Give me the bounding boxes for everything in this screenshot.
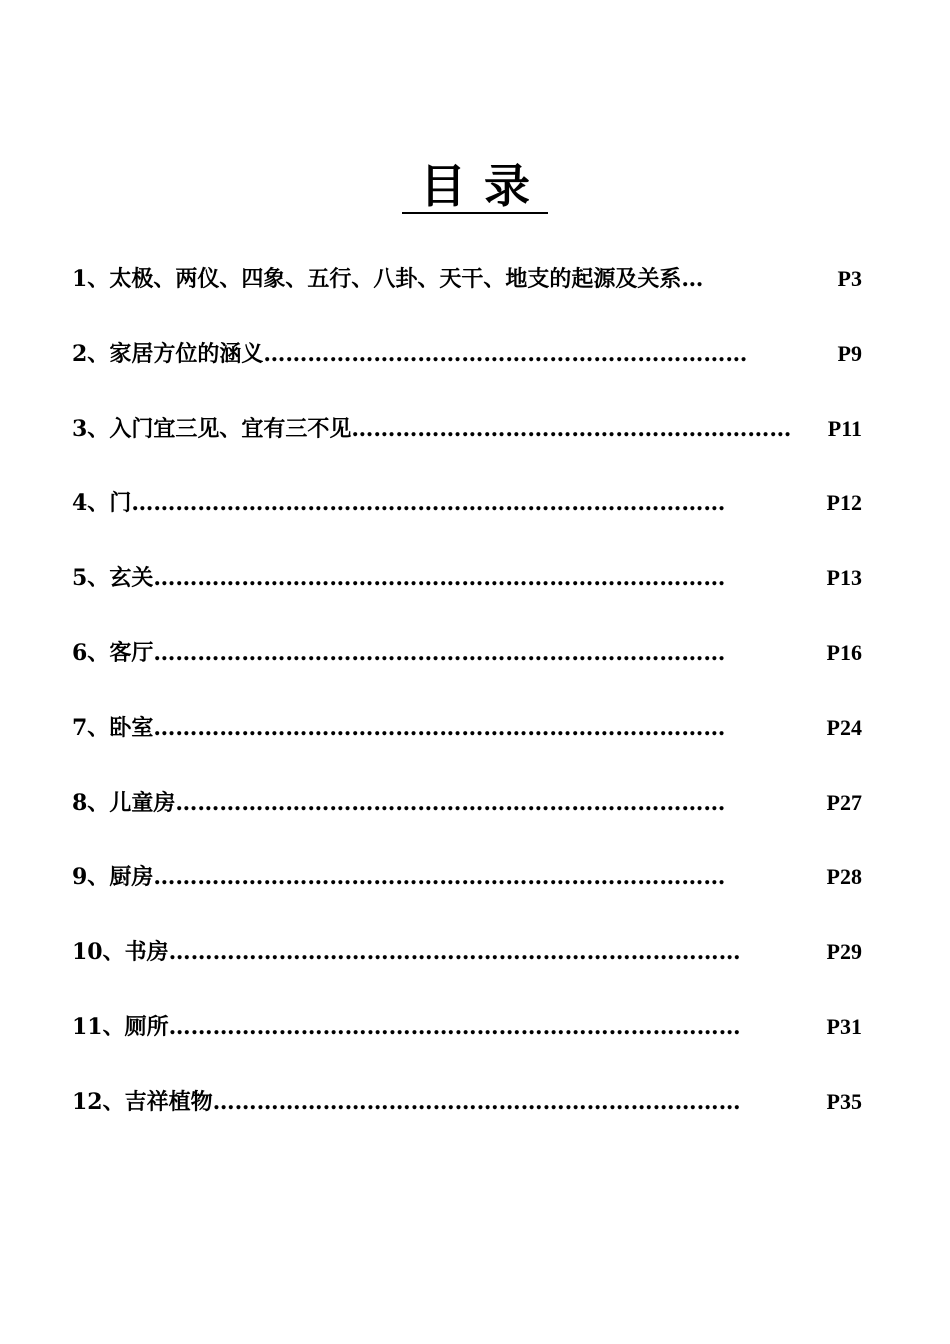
toc-entry-7[interactable] — [72, 711, 862, 786]
toc-entry-label: 儿童房 — [109, 789, 176, 816]
toc-entry-page: P28 — [826, 864, 862, 890]
toc-entry-10[interactable] — [72, 935, 862, 1010]
toc-entry-label: 家居方位的涵义 — [109, 340, 264, 367]
toc-entry-label: 卧室 — [109, 714, 154, 741]
toc-entry-label: 厨房 — [109, 864, 154, 891]
toc-entry-label: 入门宜三见、宜有三不见 — [109, 415, 352, 442]
toc-entry-leader: … — [681, 266, 704, 292]
toc-entry-leader: …………………………………………………………………… — [153, 864, 726, 891]
toc-entry-8[interactable] — [72, 786, 862, 861]
toc-entry-label: 厕所 — [124, 1013, 169, 1040]
toc-entry-page: P16 — [826, 639, 862, 665]
toc-entry-number: 12、 — [72, 1088, 125, 1115]
toc-entry-4[interactable] — [72, 486, 862, 561]
toc-entry-1[interactable] — [72, 262, 862, 337]
toc-entry-label: 玄关 — [109, 565, 154, 592]
toc-entry-leader: ……………………………………………………………………… — [131, 490, 726, 517]
toc-entry-leader: ………………………………………………………… — [263, 340, 748, 367]
toc-entry-number: 11、 — [72, 1013, 125, 1040]
toc-entry-number: 5、 — [72, 565, 110, 592]
toc-entry-leader: …………………………………………………………………… — [153, 714, 726, 741]
toc-entry-number: 7、 — [72, 714, 110, 741]
toc-entry-page: P27 — [826, 789, 862, 815]
toc-entry-2[interactable] — [72, 337, 862, 412]
toc-entry-leader: …………………………………………………………………… — [168, 939, 741, 966]
toc-entry-page: P24 — [826, 714, 862, 740]
toc-entry-leader: …………………………………………………………………… — [168, 1013, 741, 1040]
toc-entry-number: 3、 — [72, 415, 110, 442]
toc-entry-number: 4、 — [72, 490, 110, 517]
table-of-contents — [72, 262, 862, 1160]
toc-entry-label: 书房 — [124, 939, 169, 966]
toc-entry-12[interactable] — [72, 1085, 862, 1160]
toc-entry-leader: ………………………………………………………………… — [175, 789, 726, 816]
toc-entry-number: 8、 — [72, 789, 110, 816]
toc-entry-label: 吉祥植物 — [124, 1088, 213, 1115]
toc-entry-number: 2、 — [72, 340, 110, 367]
toc-entry-page: P3 — [837, 266, 862, 291]
toc-entry-3[interactable] — [72, 412, 862, 487]
toc-entry-number: 10、 — [72, 939, 125, 966]
toc-entry-page: P29 — [826, 939, 862, 965]
toc-entry-label: 客厅 — [109, 639, 154, 666]
toc-entry-leader: …………………………………………………………………… — [153, 565, 726, 592]
toc-entry-page: P12 — [826, 490, 862, 516]
toc-entry-page: P13 — [826, 565, 862, 591]
toc-entry-number: 9、 — [72, 864, 110, 891]
toc-entry-page: P35 — [826, 1088, 862, 1114]
toc-entry-number: 6、 — [72, 639, 110, 666]
title-block — [0, 160, 950, 214]
toc-entry-number: 1、 — [72, 266, 110, 292]
toc-entry-leader: …………………………………………………… — [351, 415, 792, 442]
toc-entry-page: P11 — [827, 415, 862, 441]
toc-entry-9[interactable] — [72, 860, 862, 935]
toc-entry-leader: ……………………………………………………………… — [212, 1088, 741, 1115]
toc-entry-page: P9 — [837, 340, 862, 366]
page-title: 目录 — [402, 160, 548, 214]
toc-entry-5[interactable] — [72, 561, 862, 636]
toc-entry-label: 太极、两仪、四象、五行、八卦、天干、地支的起源及关系 — [109, 266, 682, 292]
toc-entry-6[interactable] — [72, 636, 862, 711]
toc-entry-label: 门 — [109, 490, 132, 517]
toc-entry-11[interactable] — [72, 1010, 862, 1085]
toc-entry-leader: …………………………………………………………………… — [153, 639, 726, 666]
toc-entry-page: P31 — [826, 1013, 862, 1039]
